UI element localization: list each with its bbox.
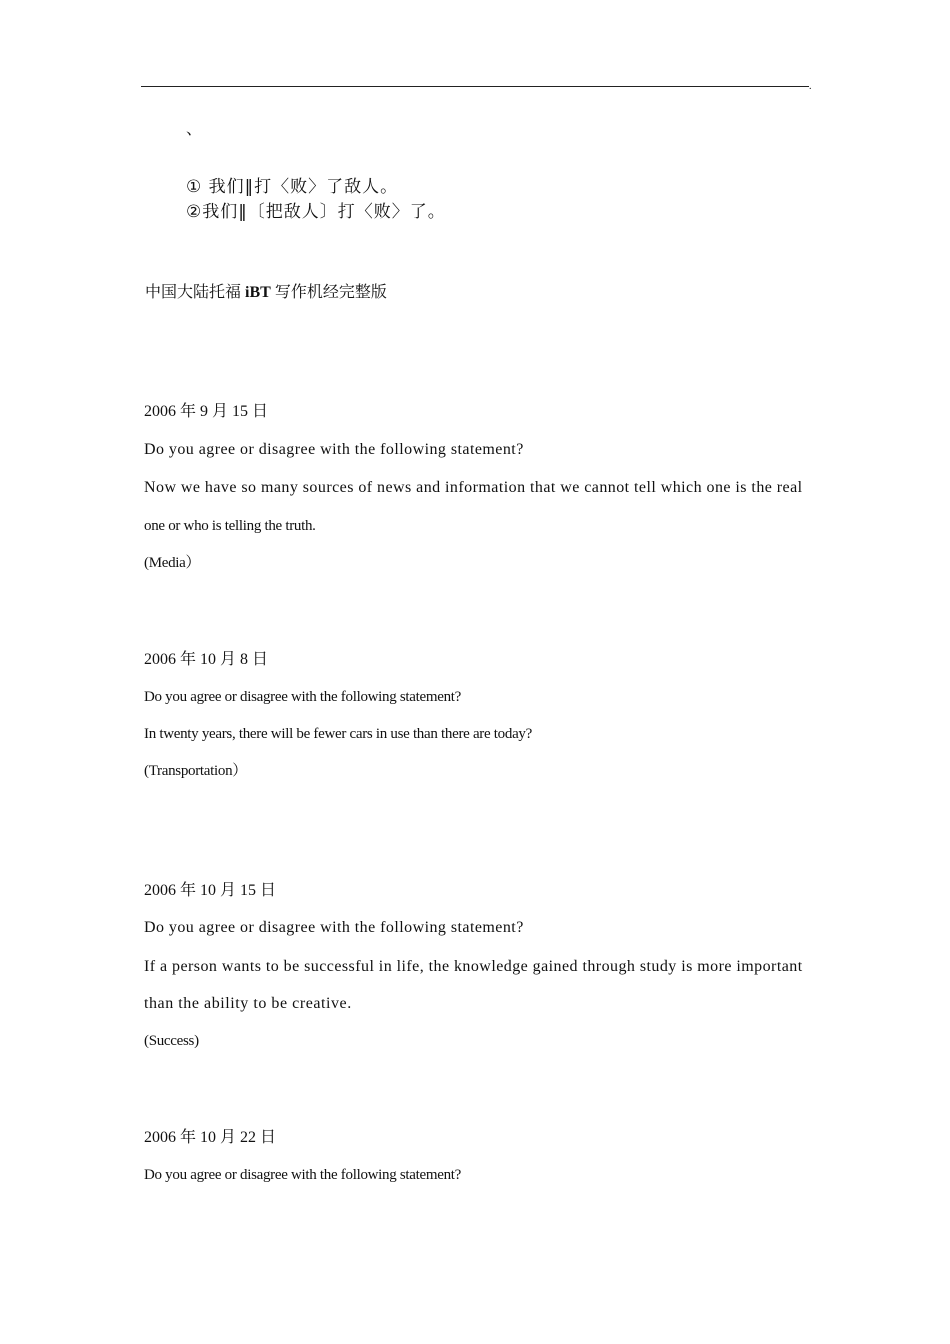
entry-statement-line: than the ability to be creative. [144, 995, 352, 1012]
document-title-prefix: 中国大陆托福 [145, 284, 246, 301]
entry-date: 2006 年 10 月 15 日 [144, 882, 277, 899]
entry-prompt: Do you agree or disagree with the following statement? [144, 919, 524, 936]
entry-statement-line: In twenty years, there will be fewer cars in use than there are today? [144, 726, 532, 742]
entry-prompt: Do you agree or disagree with the following statement? [144, 1167, 462, 1183]
entry-date: 2006 年 9 月 15 日 [144, 403, 269, 420]
entry-category: (Media） [144, 555, 201, 571]
example-sentence-1: ① 我们‖打〈败〉了敌人。 [186, 177, 399, 197]
entry-statement-line: If a person wants to be successful in life, the knowledge gained through study is more important [144, 958, 803, 975]
header-dot: . [809, 81, 812, 92]
entry-category: (Success) [144, 1033, 199, 1049]
document-title-bold: iBT [245, 284, 271, 301]
entry-statement-line: one or who is telling the truth. [144, 518, 316, 534]
document-title-suffix: 写作机经完整版 [270, 284, 387, 301]
entry-statement-line: Now we have so many sources of news and information that we cannot tell which one is the real [144, 479, 803, 496]
entry-date: 2006 年 10 月 22 日 [144, 1129, 277, 1146]
entry-date: 2006 年 10 月 8 日 [144, 651, 269, 668]
header-rule [141, 86, 809, 87]
entry-prompt: Do you agree or disagree with the following statement? [144, 441, 524, 458]
document-title [145, 282, 387, 304]
entry-category: (Transportation） [144, 763, 247, 779]
example-sentence-2: ②我们‖〔把敌人〕打〈败〉了。 [186, 202, 446, 222]
entry-prompt: Do you agree or disagree with the following statement? [144, 689, 462, 705]
enumeration-mark: 、 [186, 121, 203, 138]
